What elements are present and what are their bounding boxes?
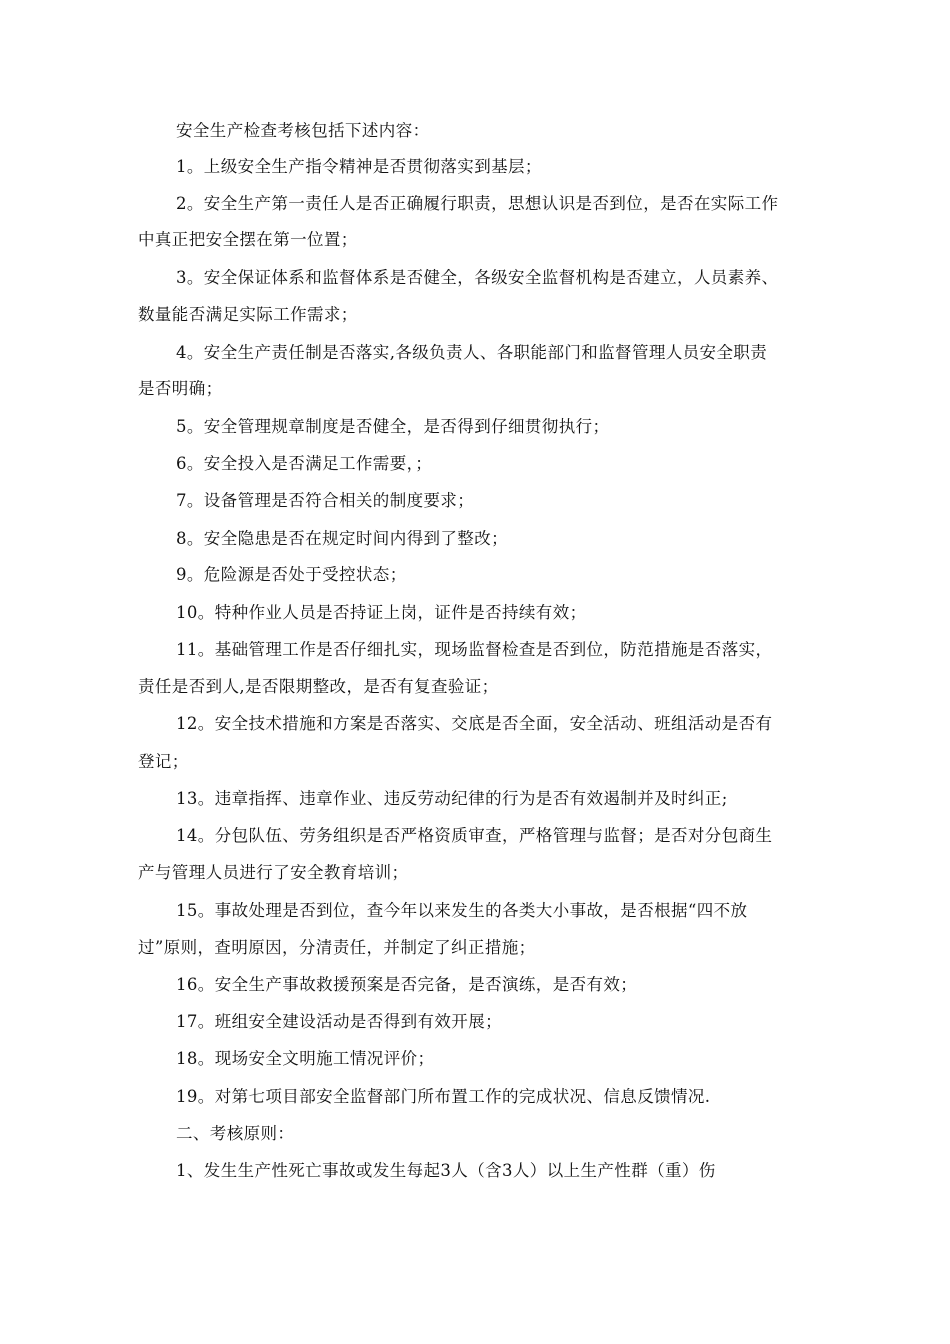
text-line: 1、发生生产性死亡事故或发生每起3人（含3人）以上生产性群（重）伤 [176,1161,716,1180]
text-line: 16。安全生产事故救援预案是否完备，是否演练，是否有效； [176,975,638,994]
text-line: 14。分包队伍、劳务组织是否严格资质审查，严格管理与监督；是否对分包商生 [176,826,773,845]
text-line: 12。安全技术措施和方案是否落实、交底是否全面，安全活动、班组活动是否有 [176,714,773,733]
text-line: 登记； [138,752,189,771]
text-line: 数量能否满足实际工作需求； [138,305,358,324]
text-line: 10。特种作业人员是否持证上岗，证件是否持续有效； [176,603,587,622]
text-line: 11。基础管理工作是否仔细扎实，现场监督检查是否到位，防范措施是否落实， [176,640,773,659]
text-line: 过”原则，查明原因，分清责任，并制定了纠正措施； [138,938,536,957]
text-line: 4。安全生产责任制是否落实,各级负责人、各职能部门和监督管理人员安全职责 [176,343,768,362]
text-line: 8。安全隐患是否在规定时间内得到了整改； [176,529,508,548]
text-line: 5。安全管理规章制度是否健全，是否得到仔细贯彻执行； [176,417,610,436]
text-line: 15。事故处理是否到位，查今年以来发生的各类大小事故，是否根据“四不放 [176,901,748,920]
text-line: 18。现场安全文明施工情况评价； [176,1049,435,1068]
text-line: 6。安全投入是否满足工作需要，； [176,454,433,473]
section-heading: 二、考核原则： [176,1124,295,1143]
text-line: 7。设备管理是否符合相关的制度要求； [176,491,475,510]
text-line: 19。对第七项目部安全监督部门所布置工作的完成状况、信息反馈情况. [176,1087,711,1106]
text-line: 2。安全生产第一责任人是否正确履行职责，思想认识是否到位，是否在实际工作 [176,194,779,213]
text-line: 产与管理人员进行了安全教育培训； [138,863,409,882]
text-line: 是否明确； [138,379,223,398]
text-line: 9。危险源是否处于受控状态； [176,565,407,584]
text-line: 责任是否到人,是否限期整改，是否有复查验证； [138,677,499,696]
text-line: 安全生产检查考核包括下述内容： [176,121,430,140]
text-line: 3。安全保证体系和监督体系是否健全，各级安全监督机构是否建立，人员素养、 [176,268,779,287]
text-line: 17。班组安全建设活动是否得到有效开展； [176,1012,502,1031]
text-line: 13。违章指挥、违章作业、违反劳动纪律的行为是否有效遏制并及时纠正; [176,789,728,808]
text-line: 1。上级安全生产指令精神是否贯彻落实到基层； [176,157,542,176]
text-line: 中真正把安全摆在第一位置； [138,230,358,249]
